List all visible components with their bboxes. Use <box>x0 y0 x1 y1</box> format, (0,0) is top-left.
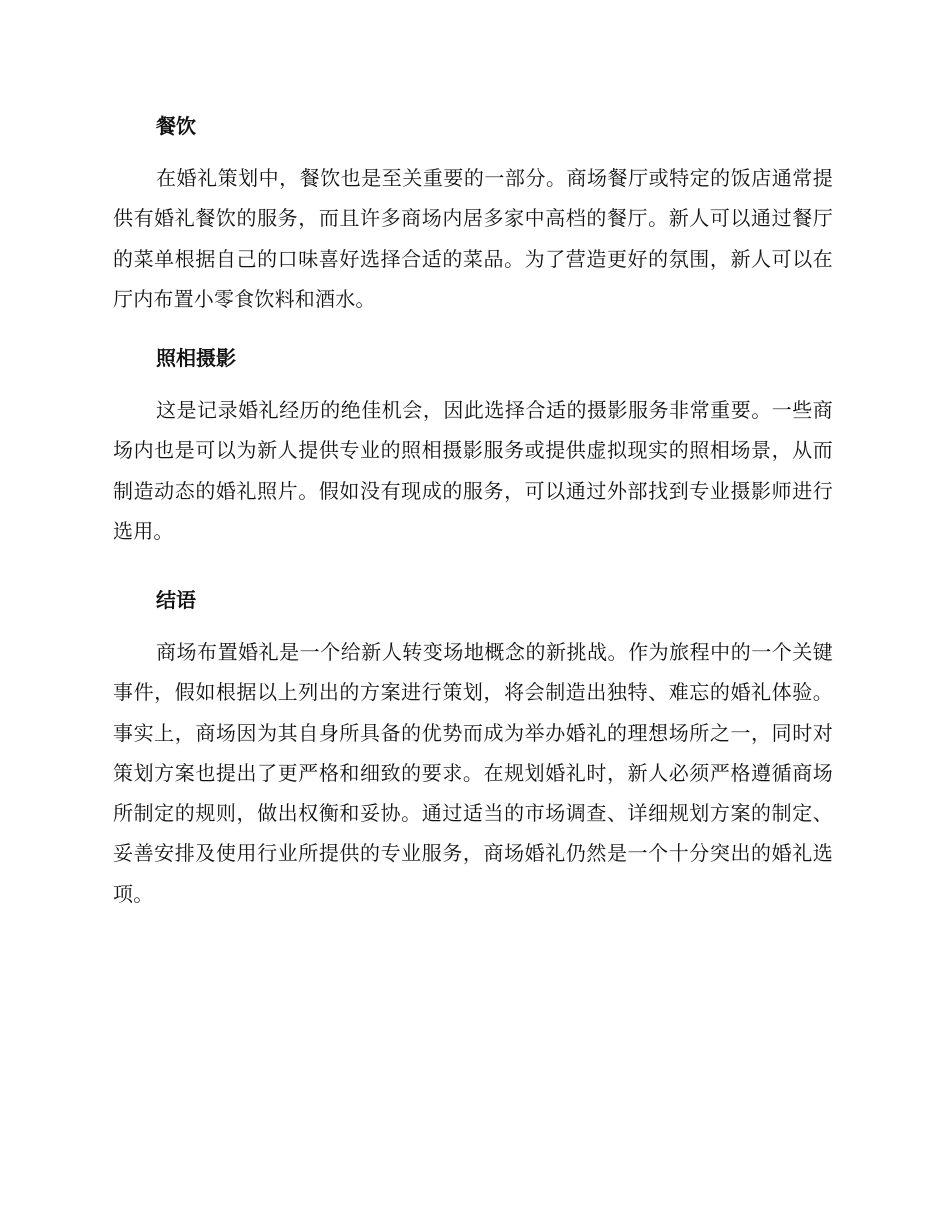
section-heading-catering: 餐饮 <box>156 114 196 138</box>
section-body-photography: 这是记录婚礼经历的绝佳机会，因此选择合适的摄影服务非常重要。一些商场内也是可以为新人提供专业的照相摄影服务或提供虚拟现实的照相场景，从而制造动态的婚礼照片。假如没有现成的服务，可以通过外部找到专业摄影师进行选用。 <box>113 398 833 543</box>
section-body-conclusion: 商场布置婚礼是一个给新人转变场地概念的新挑战。作为旅程中的一个关键事件，假如根据以上列出的方案进行策划，将会制造出独特、难忘的婚礼体验。事实上，商场因为其自身所具备的优势而成为举办婚礼的理想场所之一，同时对策划方案也提出了更严格和细致的要求。在规划婚礼时，新人必须严格遵循商场所制定的规则，做出权衡和妥协。通过适当的市场调查、详细规划方案的制定、妥善安排及使用行业所提供的专业服务，商场婚礼仍然是一个十分突出的婚礼选项。 <box>113 640 833 906</box>
section-heading-conclusion: 结语 <box>156 588 196 612</box>
section-photography <box>113 340 833 551</box>
section-catering <box>113 108 833 319</box>
section-body-catering: 在婚礼策划中，餐饮也是至关重要的一部分。商场餐厅或特定的饭店通常提供有婚礼餐饮的服务，而且许多商场内居多家中高档的餐厅。新人可以通过餐厅的菜单根据自己的口味喜好选择合适的菜品。为了营造更好的氛围，新人可以在厅内布置小零食饮料和酒水。 <box>113 166 833 311</box>
section-heading-photography: 照相摄影 <box>156 346 236 370</box>
section-conclusion <box>113 582 833 914</box>
